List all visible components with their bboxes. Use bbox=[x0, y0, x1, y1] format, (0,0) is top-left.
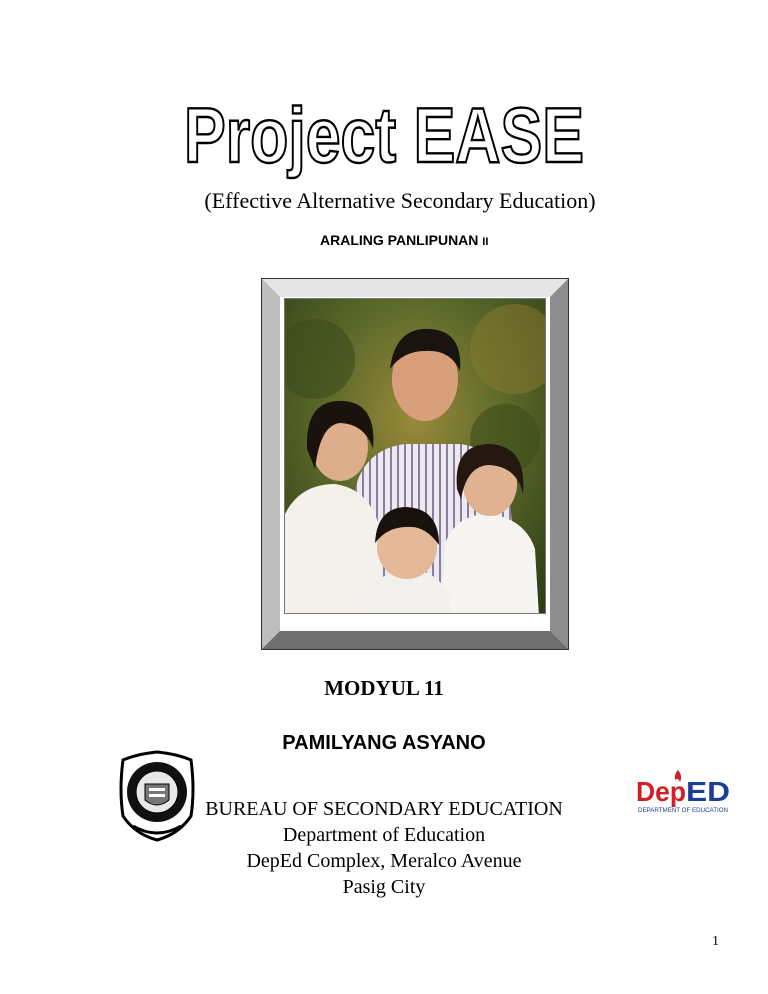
subject-name: ARALING PANLIPUNAN bbox=[320, 232, 479, 248]
module-number: MODYUL 11 bbox=[324, 676, 444, 700]
publisher-block bbox=[0, 796, 768, 900]
page-number: 1 bbox=[712, 934, 719, 949]
photo-frame bbox=[262, 279, 568, 649]
document-title bbox=[0, 82, 768, 182]
subject-level: II bbox=[482, 236, 489, 248]
subject-label bbox=[320, 232, 488, 248]
department-name: Department of Education bbox=[282, 824, 486, 846]
module-title: PAMILYANG ASYANO bbox=[282, 732, 486, 754]
address-line: DepEd Complex, Meralco Avenue bbox=[246, 850, 522, 872]
bureau-name: BUREAU OF SECONDARY EDUCATION bbox=[205, 798, 563, 820]
city-line: Pasig City bbox=[342, 876, 426, 898]
svg-text:Dep: Dep bbox=[636, 776, 686, 807]
svg-text:DEPARTMENT OF EDUCATION: DEPARTMENT OF EDUCATION bbox=[638, 808, 728, 814]
family-photo bbox=[284, 298, 546, 614]
title-text: Project EASE bbox=[184, 91, 584, 179]
svg-text:ED: ED bbox=[686, 776, 730, 807]
subtitle: (Effective Alternative Secondary Education) bbox=[204, 188, 596, 213]
